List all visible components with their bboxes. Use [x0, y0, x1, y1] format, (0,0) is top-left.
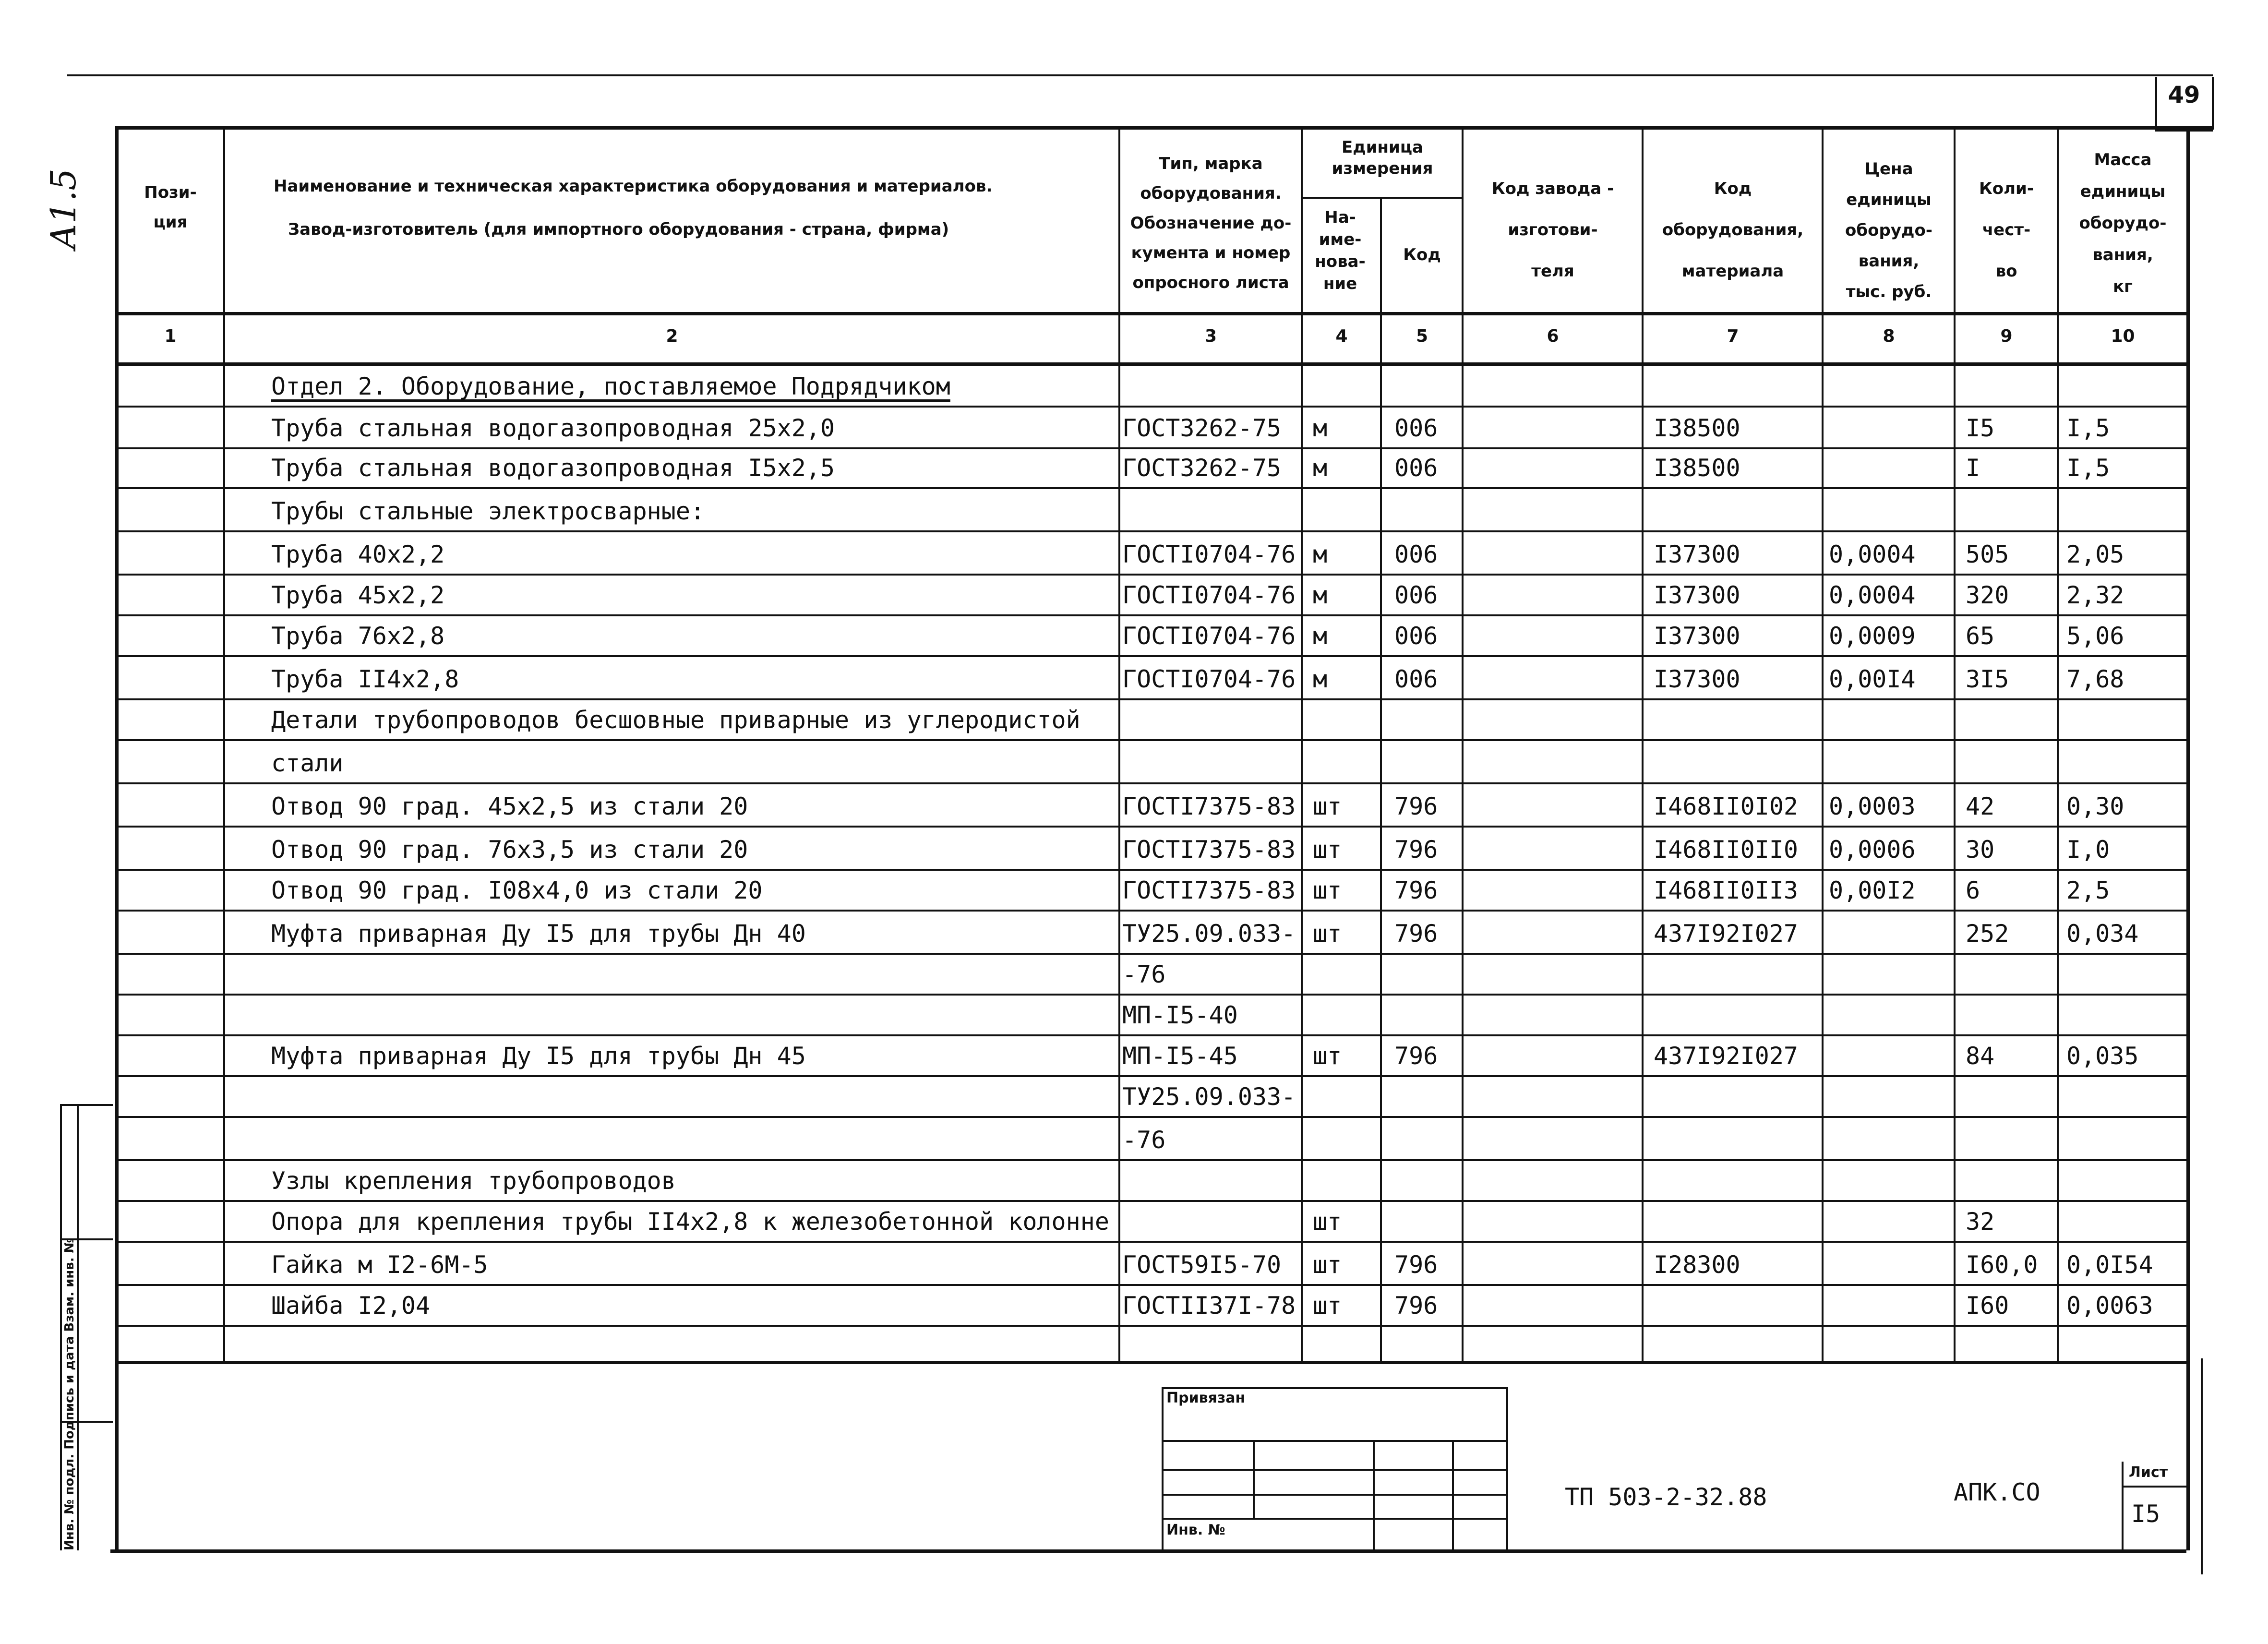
- row-separator: [115, 406, 2189, 408]
- colnum-4: 4: [1335, 326, 1348, 346]
- cell-unit: шт: [1313, 1208, 1342, 1236]
- cell-qty: 32: [1966, 1208, 1995, 1236]
- cell-name: Опора для крепления трубы II4х2,8 к железобетонной колонне: [271, 1208, 1109, 1236]
- cell-unit: м: [1313, 414, 1328, 442]
- cell-unit: шт: [1313, 792, 1342, 820]
- stamp-row1: [1162, 1440, 1507, 1442]
- row-separator: [115, 655, 2189, 657]
- cell-price: 0,00I2: [1829, 876, 1916, 904]
- col-sep-1: [223, 126, 225, 1361]
- cell-equip: I468II0II3: [1654, 876, 1799, 904]
- cell-name: Гайка м I2-6М-5: [271, 1251, 488, 1279]
- cell-name: стали: [271, 749, 344, 777]
- stamp-top: [1162, 1387, 1507, 1389]
- cell-qty: 30: [1966, 836, 1995, 864]
- cell-mass: 2,32: [2066, 581, 2124, 609]
- cell-type: -76: [1122, 960, 1166, 988]
- cell-code: 796: [1394, 920, 1438, 948]
- row-separator: [115, 869, 2189, 871]
- cell-name: Муфта приварная Ду I5 для трубы Дн 40: [271, 920, 806, 948]
- page-right-border: [2186, 1358, 2190, 1550]
- cell-type: ГОСТI7375-83: [1122, 792, 1296, 820]
- cell-type: ГОСТ3262-75: [1122, 454, 1282, 482]
- colnum-8: 8: [1883, 326, 1895, 346]
- col-sep-5: [1462, 126, 1464, 1361]
- cell-mass: 2,5: [2066, 876, 2110, 904]
- cell-price: 0,00I4: [1829, 665, 1916, 693]
- cell-mass: 7,68: [2066, 665, 2124, 693]
- stamp-col1: [1253, 1440, 1255, 1518]
- cell-qty: 84: [1966, 1042, 1995, 1070]
- cell-code: 796: [1394, 1251, 1438, 1279]
- colnum-1: 1: [164, 326, 177, 346]
- row-separator: [115, 1325, 2189, 1327]
- col-sep-6: [1642, 126, 1644, 1361]
- colnum-6: 6: [1547, 326, 1559, 346]
- header-col9: Коли- чест- во: [1979, 179, 2034, 281]
- cell-code: 006: [1394, 540, 1438, 568]
- cell-mass: 5,06: [2066, 622, 2124, 650]
- header-col6: Код завода - изготови- теля: [1491, 179, 1614, 281]
- row-separator: [115, 782, 2189, 784]
- cell-unit: шт: [1313, 920, 1342, 948]
- row-separator: [115, 1034, 2189, 1036]
- side-strip-text: Инв. № подл. Подпись и дата Взам. инв. №: [62, 1238, 77, 1550]
- cell-code: 006: [1394, 581, 1438, 609]
- cell-qty: 42: [1966, 792, 1995, 820]
- header-col4: На- име- нова- ние: [1315, 208, 1366, 293]
- cell-qty: 505: [1966, 540, 2009, 568]
- cell-mass: 0,034: [2066, 920, 2139, 948]
- colnum-5: 5: [1416, 326, 1428, 346]
- right-margin-tick: [2201, 1358, 2203, 1574]
- cell-equip: 437I92I027: [1654, 1042, 1799, 1070]
- page-bottom-line: [110, 1549, 2186, 1553]
- cell-equip: I37300: [1654, 622, 1740, 650]
- cell-mass: I,0: [2066, 836, 2110, 864]
- header-col2-line2: Завод-изготовитель (для импортного оборудования - страна, фирма): [288, 220, 949, 239]
- row-separator: [115, 698, 2189, 700]
- cell-unit: шт: [1313, 1251, 1342, 1279]
- cell-mass: 0,30: [2066, 792, 2124, 820]
- cell-name: Отвод 90 град. I08х4,0 из стали 20: [271, 876, 763, 904]
- cell-price: 0,0009: [1829, 622, 1916, 650]
- row-separator: [115, 826, 2189, 828]
- cell-type: ГОСТ3262-75: [1122, 414, 1282, 442]
- cell-qty: 6: [1966, 876, 1980, 904]
- cell-name: Узлы крепления трубопроводов: [271, 1167, 676, 1195]
- cell-equip: I28300: [1654, 1251, 1740, 1279]
- col-sep-3: [1301, 126, 1303, 1361]
- sheet-box-mid: [2122, 1486, 2186, 1488]
- colnum-10: 10: [2111, 326, 2135, 346]
- cell-code: 796: [1394, 792, 1438, 820]
- cell-type: ГОСТI0704-76: [1122, 581, 1296, 609]
- cell-type: ГОСТI7375-83: [1122, 876, 1296, 904]
- row-separator: [115, 614, 2189, 616]
- cell-name: Труба стальная водогазопроводная I5х2,5: [271, 454, 835, 482]
- cell-type: ТУ25.09.033-: [1122, 1083, 1296, 1111]
- cell-equip: I37300: [1654, 540, 1740, 568]
- cell-type: -76: [1122, 1126, 1166, 1154]
- row-separator: [115, 739, 2189, 741]
- cell-qty: I60: [1966, 1292, 2009, 1320]
- cell-unit: шт: [1313, 1042, 1342, 1070]
- cell-code: 796: [1394, 1042, 1438, 1070]
- header-col8: Цена единицы оборудо- вания, тыс. руб.: [1845, 159, 1932, 301]
- cell-code: 006: [1394, 622, 1438, 650]
- row-separator: [115, 1241, 2189, 1243]
- cell-price: 0,0003: [1829, 792, 1916, 820]
- cell-type: МП-I5-45: [1122, 1042, 1238, 1070]
- col-sep-7: [1822, 126, 1824, 1361]
- table-body-bottom: [115, 1361, 2189, 1364]
- cell-mass: I,5: [2066, 454, 2110, 482]
- cell-qty: I5: [1966, 414, 1995, 442]
- stamp-row4: [1162, 1518, 1507, 1520]
- header-col2-line1: Наименование и техническая характеристика оборудования и материалов.: [274, 177, 993, 196]
- side-strip-top: [60, 1104, 113, 1106]
- cell-code: 006: [1394, 454, 1438, 482]
- cell-code: 006: [1394, 414, 1438, 442]
- col-sep-2: [1118, 126, 1120, 1361]
- cell-type: ГОСТI0704-76: [1122, 665, 1296, 693]
- cell-unit: м: [1313, 581, 1328, 609]
- cell-unit: шт: [1313, 836, 1342, 864]
- cell-code: 796: [1394, 876, 1438, 904]
- sheet-box-left: [2122, 1462, 2124, 1550]
- unit-group-line: [1301, 197, 1462, 199]
- cell-unit: м: [1313, 622, 1328, 650]
- cell-qty: 252: [1966, 920, 2009, 948]
- row-separator: [115, 994, 2189, 996]
- stamp-col3: [1452, 1440, 1454, 1550]
- row-separator: [115, 1159, 2189, 1161]
- cell-type: МП-I5-40: [1122, 1001, 1238, 1029]
- page-number: 49: [2168, 82, 2200, 108]
- page-number-box-bottom: [2155, 130, 2213, 132]
- row-separator: [115, 1200, 2189, 1202]
- cell-mass: 0,0063: [2066, 1292, 2153, 1320]
- cell-type: ГОСТ59I5-70: [1122, 1251, 1282, 1279]
- cell-name: Детали трубопроводов бесшовные приварные из углеродистой: [271, 706, 1080, 734]
- stamp-section-code: АПК.СО: [1954, 1478, 2040, 1506]
- stamp-attached-label: Привязан: [1166, 1390, 1246, 1406]
- cell-equip: I37300: [1654, 665, 1740, 693]
- col-sep-8: [1954, 126, 1956, 1361]
- col-sep-9: [2057, 126, 2059, 1361]
- header-col10: Масса единицы оборудо- вания, кг: [2079, 150, 2167, 296]
- cell-code: 796: [1394, 1292, 1438, 1320]
- top-border-line: [67, 74, 2213, 76]
- cell-mass: 2,05: [2066, 540, 2124, 568]
- col-sep-4: [1380, 197, 1382, 1361]
- colnum-bottom-line: [115, 362, 2189, 366]
- cell-equip: I38500: [1654, 454, 1740, 482]
- row-separator: [115, 487, 2189, 489]
- colnum-3: 3: [1204, 326, 1217, 346]
- cell-qty: 65: [1966, 622, 1995, 650]
- cell-unit: м: [1313, 540, 1328, 568]
- cell-name: Труба 76х2,8: [271, 622, 445, 650]
- row-separator: [115, 953, 2189, 955]
- cell-price: 0,0004: [1829, 581, 1916, 609]
- cell-name: Отвод 90 град. 76х3,5 из стали 20: [271, 836, 748, 864]
- cell-price: 0,0006: [1829, 836, 1916, 864]
- cell-type: ТУ25.09.033-: [1122, 920, 1296, 948]
- table-top-border: [115, 126, 2213, 130]
- row-separator: [115, 530, 2189, 532]
- row-separator: [115, 574, 2189, 576]
- side-strip-outer: [60, 1104, 62, 1550]
- side-strip-inner: [77, 1104, 79, 1550]
- cell-code: 006: [1394, 665, 1438, 693]
- stamp-inv-label: Инв. №: [1166, 1522, 1225, 1538]
- cell-qty: I: [1966, 454, 1980, 482]
- cell-unit: шт: [1313, 876, 1342, 904]
- header-col5: Код: [1403, 245, 1441, 264]
- cell-price: 0,0004: [1829, 540, 1916, 568]
- cell-mass: I,5: [2066, 414, 2110, 442]
- stamp-row3: [1162, 1494, 1507, 1496]
- cell-equip: I468II0II0: [1654, 836, 1799, 864]
- row-separator: [115, 910, 2189, 912]
- cell-name: Отвод 90 град. 45х2,5 из стали 20: [271, 792, 748, 820]
- cell-name: Муфта приварная Ду I5 для трубы Дн 45: [271, 1042, 806, 1070]
- page-number-box-left: [2155, 77, 2157, 130]
- cell-name: Труба стальная водогазопроводная 25х2,0: [271, 414, 835, 442]
- header-col1: Пози- ция: [144, 183, 197, 232]
- cell-equip: 437I92I027: [1654, 920, 1799, 948]
- cell-name: Трубы стальные электросварные:: [271, 497, 705, 525]
- table-right-border: [2186, 126, 2190, 1403]
- cell-unit: м: [1313, 665, 1328, 693]
- cell-name: Шайба I2,04: [271, 1292, 431, 1320]
- cell-type: ГОСТI0704-76: [1122, 622, 1296, 650]
- cell-mass: 0,0I54: [2066, 1251, 2153, 1279]
- cell-equip: I38500: [1654, 414, 1740, 442]
- sheet-number: I5: [2131, 1500, 2160, 1528]
- header-col7: Код оборудования, материала: [1662, 179, 1804, 281]
- cell-mass: 0,035: [2066, 1042, 2139, 1070]
- stamp-row2: [1162, 1469, 1507, 1471]
- colnum-2: 2: [666, 326, 678, 346]
- row-separator: [115, 1075, 2189, 1077]
- colnum-7: 7: [1727, 326, 1739, 346]
- row-separator: [115, 447, 2189, 449]
- cell-qty: 320: [1966, 581, 2009, 609]
- cell-qty: 3I5: [1966, 665, 2009, 693]
- cell-type: ГОСТII37I-78: [1122, 1292, 1296, 1320]
- cell-unit: шт: [1313, 1292, 1342, 1320]
- cell-equip: I468II0I02: [1654, 792, 1799, 820]
- cell-name: Отдел 2. Оборудование, поставляемое Подрядчиком: [271, 372, 950, 400]
- header-unit-group: Единица измерения: [1332, 138, 1433, 178]
- side-mark: А1.5: [43, 168, 84, 250]
- header-bottom-line: [115, 312, 2189, 315]
- cell-unit: м: [1313, 454, 1328, 482]
- header-col3: Тип, марка оборудования. Обозначение до- кумента и номер опросного листа: [1130, 154, 1292, 292]
- page-number-box-right: [2212, 77, 2214, 130]
- cell-code: 796: [1394, 836, 1438, 864]
- stamp-col2: [1373, 1440, 1375, 1550]
- cell-name: Труба 45х2,2: [271, 581, 445, 609]
- cell-qty: I60,0: [1966, 1251, 2038, 1279]
- colnum-9: 9: [2000, 326, 2013, 346]
- stamp-doc-code: ТП 503-2-32.88: [1565, 1483, 1767, 1511]
- cell-type: ГОСТI0704-76: [1122, 540, 1296, 568]
- row-separator: [115, 1116, 2189, 1118]
- cell-name: Труба II4х2,8: [271, 665, 459, 693]
- row-separator: [115, 1284, 2189, 1286]
- cell-name: Труба 40х2,2: [271, 540, 445, 568]
- cell-type: ГОСТI7375-83: [1122, 836, 1296, 864]
- cell-equip: I37300: [1654, 581, 1740, 609]
- sheet-label: Лист: [2129, 1464, 2168, 1481]
